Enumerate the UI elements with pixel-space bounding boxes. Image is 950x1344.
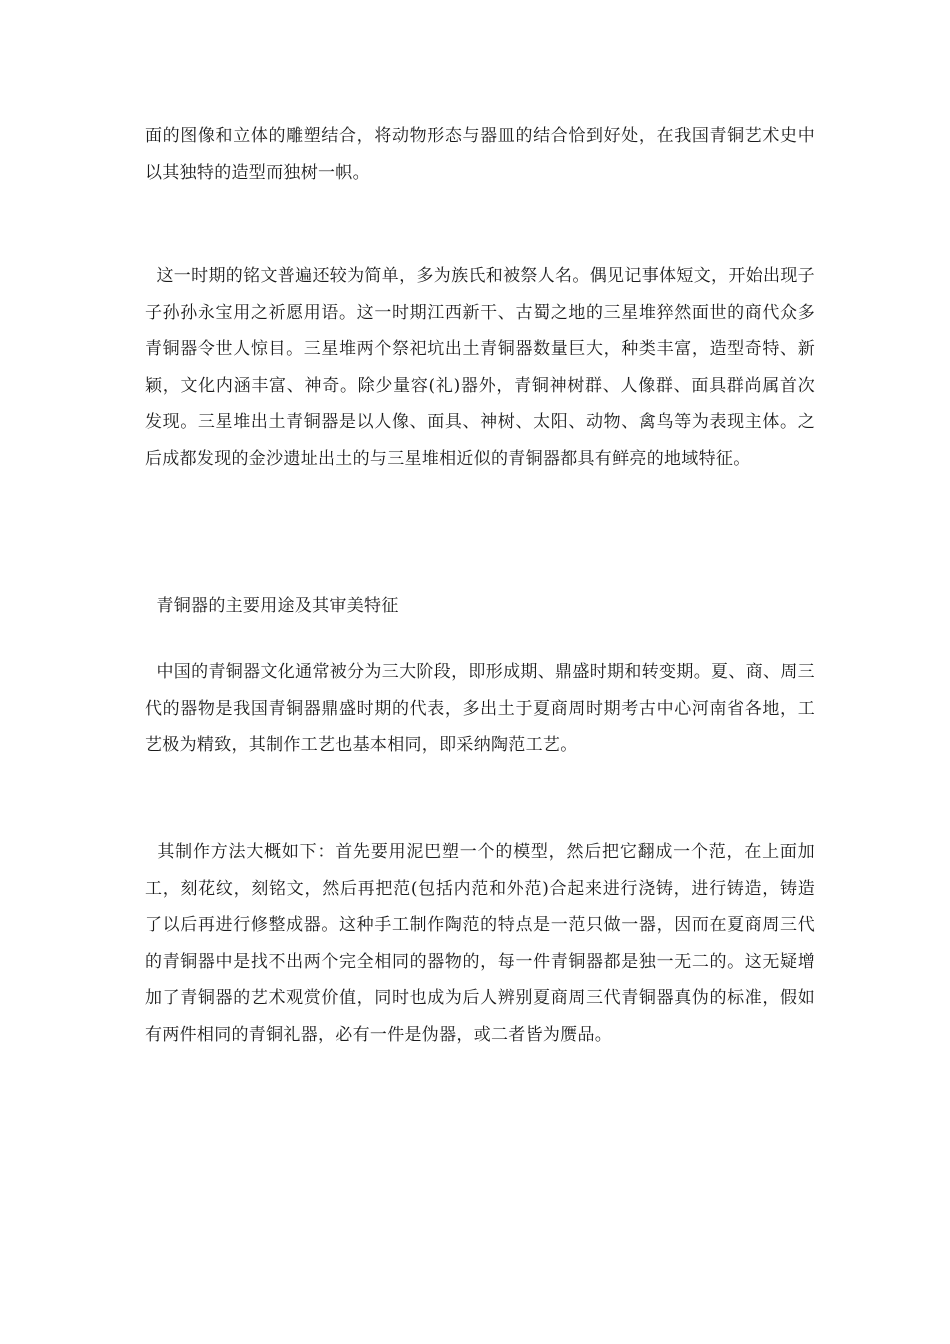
section-heading: 青铜器的主要用途及其审美特征	[145, 596, 399, 616]
paragraph-bronze-art-history: 面的图像和立体的雕塑结合，将动物形态与器皿的结合恰到好处，在我国青铜艺术史中以其独特的造型而独树一帜。	[145, 126, 815, 183]
paragraph-three-stages: 中国的青铜器文化通常被分为三大阶段，即形成期、鼎盛时期和转变期。夏、商、周三代的器物是我国青铜器鼎盛时期的代表，多出土于夏商周时期考古中心河南省各地，工艺极为精致，其制作工艺也基本相同，即采纳陶范工艺。	[145, 662, 815, 755]
paragraph-casting-method: 其制作方法大概如下：首先要用泥巴塑一个的模型，然后把它翻成一个范，在上面加工，刻花纹，刻铭文，然后再把范(包括内范和外范)合起来进行浇铸，进行铸造，铸造了以后再进行修整成器。这种手工制作陶范的特点是一范只做一器，因而在夏商周三代的青铜器中是找不出两个完全相同的器物的，每一件青铜器都是独一无二的。这无疑增加了青铜器的艺术观赏价值，同时也成为后人辨别夏商周三代青铜器真伪的标准，假如有两件相同的青铜礼器，必有一件是伪器，或二者皆为赝品。	[145, 842, 815, 1045]
paragraph-inscriptions-sanxingdui: 这一时期的铭文普遍还较为简单，多为族氏和被祭人名。偶见记事体短文，开始出现子子孙孙永宝用之祈愿用语。这一时期江西新干、古蜀之地的三星堆猝然面世的商代众多青铜器令世人惊目。三星堆两个祭祀坑出土青铜器数量巨大，种类丰富，造型奇特、新颖，文化内涵丰富、神奇。除少量容(礼)器外，青铜神树群、人像群、面具群尚属首次发现。三星堆出土青铜器是以人像、面具、神树、太阳、动物、禽鸟等为表现主体。之后成都发现的金沙遗址出土的与三星堆相近似的青铜器都具有鲜亮的地域特征。	[145, 266, 815, 469]
